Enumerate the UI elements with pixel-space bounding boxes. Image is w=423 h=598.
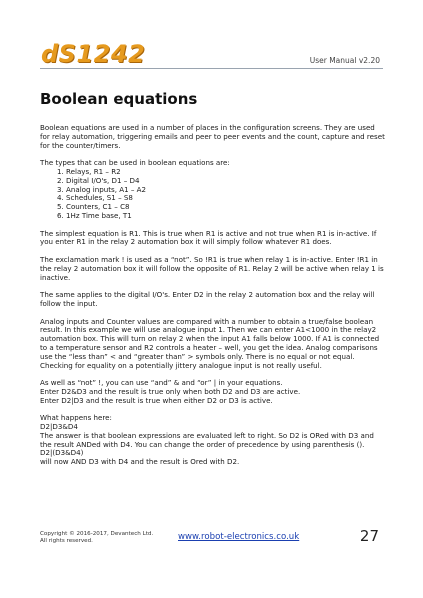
list-item: 4. Schedules, S1 – S8	[66, 194, 385, 203]
precedence-line: The answer is that boolean expressions are evaluated left to right. So D2 is ORed with D3 and the result ANDed with D4. You can change the order of precedence by using parenthesis ().	[40, 430, 374, 449]
website-link[interactable]: www.robot-electronics.co.uk	[178, 532, 300, 542]
page-number: 27	[359, 527, 379, 545]
copyright-text: Copyright © 2016-2017, Devantech Ltd.	[40, 531, 154, 537]
list-item: 3. Analog inputs, A1 – A2	[66, 186, 385, 195]
rights-text: All rights reserved.	[40, 538, 93, 544]
list-item: 6. 1Hz Time base, T1	[66, 212, 385, 221]
list-item: 1. Relays, R1 – R2	[66, 168, 385, 177]
andor-line: As well as “not” !, you can use “and” & and “or” | in your equations.	[40, 378, 283, 388]
doc-version: User Manual v2.20	[309, 56, 380, 65]
list-item: 2. Digital I/O's, D1 – D4	[66, 177, 385, 186]
types-list	[40, 168, 385, 221]
precedence-line: will now AND D3 with D4 and the result is Ored with D2.	[40, 457, 240, 467]
footer-copyright	[40, 531, 153, 545]
digital-paragraph: The same applies to the digital I/O's. Enter D2 in the relay 2 automation box and the relay will follow the input.	[40, 290, 375, 308]
precedence-line: What happens here:	[40, 413, 112, 423]
andor-line: Enter D2&D3 and the result is true only when both D2 and D3 are active.	[40, 386, 301, 396]
precedence-line: D2|(D3&D4)	[40, 448, 84, 458]
andor-line: Enter D2|D3 and the result is true when either D2 or D3 is active.	[40, 395, 273, 405]
doc-logo: dS1242	[41, 40, 146, 68]
list-item: 5. Counters, C1 – C8	[66, 203, 385, 212]
precedence-line: D2|D3&D4	[40, 422, 78, 432]
simplest-paragraph: The simplest equation is R1. This is true when R1 is active and not true when R1 is in-active. If you enter R1 in the relay 2 automation box it will simply follow whatever R1 does.	[40, 228, 377, 247]
precedence-paragraph	[40, 414, 385, 467]
section-body	[40, 124, 385, 476]
intro-paragraph: Boolean equations are used in a number of places in the configuration screens. They are used for relay automation, triggering emails and peer to peer events and the count, capture and reset for the counter/timers.	[40, 123, 385, 150]
exclamation-paragraph: The exclamation mark ! is used as a “not”. So !R1 is true when relay 1 is in-active. Enter !R1 in the relay 2 automation box it will follow the opposite of R1. Relay 2 will be active when relay 1 is inactive.	[40, 254, 384, 282]
header-divider	[40, 68, 383, 69]
section-title: Boolean equations	[40, 90, 198, 108]
andor-paragraph	[40, 379, 385, 405]
types-intro: The types that can be used in boolean equations are:	[40, 158, 230, 168]
analog-paragraph: Analog inputs and Counter values are compared with a number to obtain a true/false boolean result. In this example we will use analogue input 1. Then we can enter A1<1000 in the relay2 automation box. This will turn on relay 2 when the input A1 falls below 1000. If A1 is connected to a temperature sensor and R2 controls a heater – well, you get the idea. Analog comparisons use the “less than” < and “greater than” > symbols only. There is no equal or not equal. Checking for equality on a potentially jittery analogue input is not really useful.	[40, 316, 380, 370]
